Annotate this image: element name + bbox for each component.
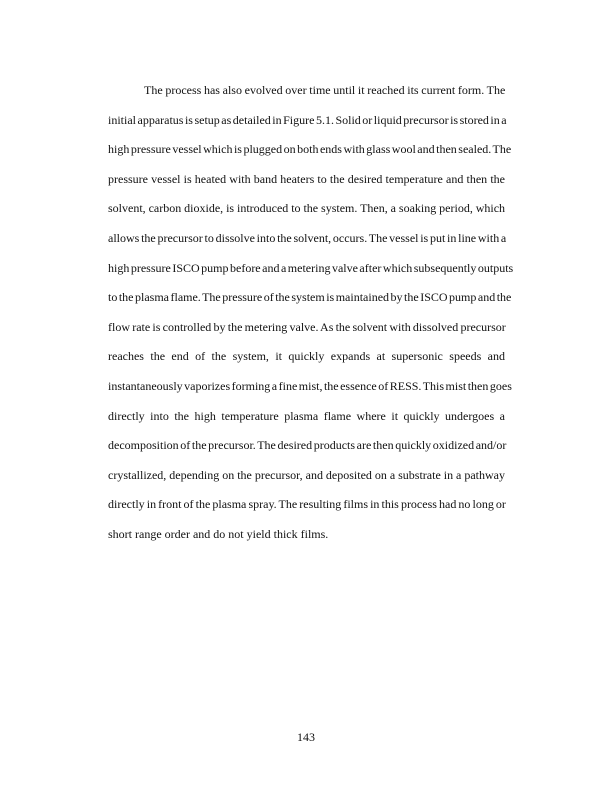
paragraph-line-row <box>108 372 512 402</box>
paragraph-line: crystallized, depending on the precursor, and deposited on a substrate in a pathway <box>108 467 505 482</box>
page-number: 143 <box>297 730 315 744</box>
paragraph-line: allows the precursor to dissolve into the solvent, occurs. The vessel is put in line with a <box>108 230 507 245</box>
paragraph-line-row <box>108 520 505 550</box>
paragraph-line-row <box>108 461 505 491</box>
paragraph-line: high pressure ISCO pump before and a metering valve after which subsequently outputs <box>108 260 514 275</box>
paragraph-line-row <box>108 431 505 461</box>
body-paragraph <box>108 76 514 550</box>
paragraph-line: initial apparatus is setup as detailed in Figure 5.1. Solid or liquid precursor is stored in a <box>108 112 507 127</box>
paragraph-line: short range order and do not yield thick films. <box>108 526 329 541</box>
paragraph-line: reaches the end of the system, it quickly expands at supersonic speeds and <box>108 349 505 364</box>
paragraph-line-row <box>108 106 505 136</box>
paragraph-line-row <box>108 313 505 343</box>
paragraph-line-row <box>108 224 505 254</box>
paragraph-line: flow rate is controlled by the metering valve. As the solvent with dissolved precursor <box>108 319 506 334</box>
paragraph-line-row <box>108 135 512 165</box>
paragraph-line-row <box>108 254 514 284</box>
paragraph-line-row <box>108 283 512 313</box>
paragraph-line: directly in front of the plasma spray. The resulting films in this process had no long or <box>108 497 506 512</box>
paragraph-line-row <box>108 165 505 195</box>
paragraph-line-row <box>108 194 505 224</box>
paragraph-line: pressure vessel is heated with band heaters to the desired temperature and then the <box>108 171 506 186</box>
paragraph-line-row <box>108 342 505 372</box>
paragraph-line: to the plasma flame. The pressure of the system is maintained by the ISCO pump and the <box>108 290 512 305</box>
paragraph-line-row <box>108 490 505 520</box>
paragraph-line: decomposition of the precursor. The desired products are then quickly oxidized and/or <box>108 438 507 453</box>
paragraph-line: instantaneously vaporizes forming a fine mist, the essence of RESS. This mist then goes <box>108 378 512 393</box>
paragraph-line: high pressure vessel which is plugged on both ends with glass wool and then sealed. The <box>108 142 512 157</box>
paragraph-line-row <box>108 76 505 106</box>
paragraph-line: The process has also evolved over time until it reached its current form. The <box>144 83 506 97</box>
paragraph-line-row <box>108 402 505 432</box>
paragraph-line: directly into the high temperature plasma flame where it quickly undergoes a <box>108 408 505 423</box>
paragraph-line: solvent, carbon dioxide, is introduced to the system. Then, a soaking period, which <box>108 201 506 216</box>
